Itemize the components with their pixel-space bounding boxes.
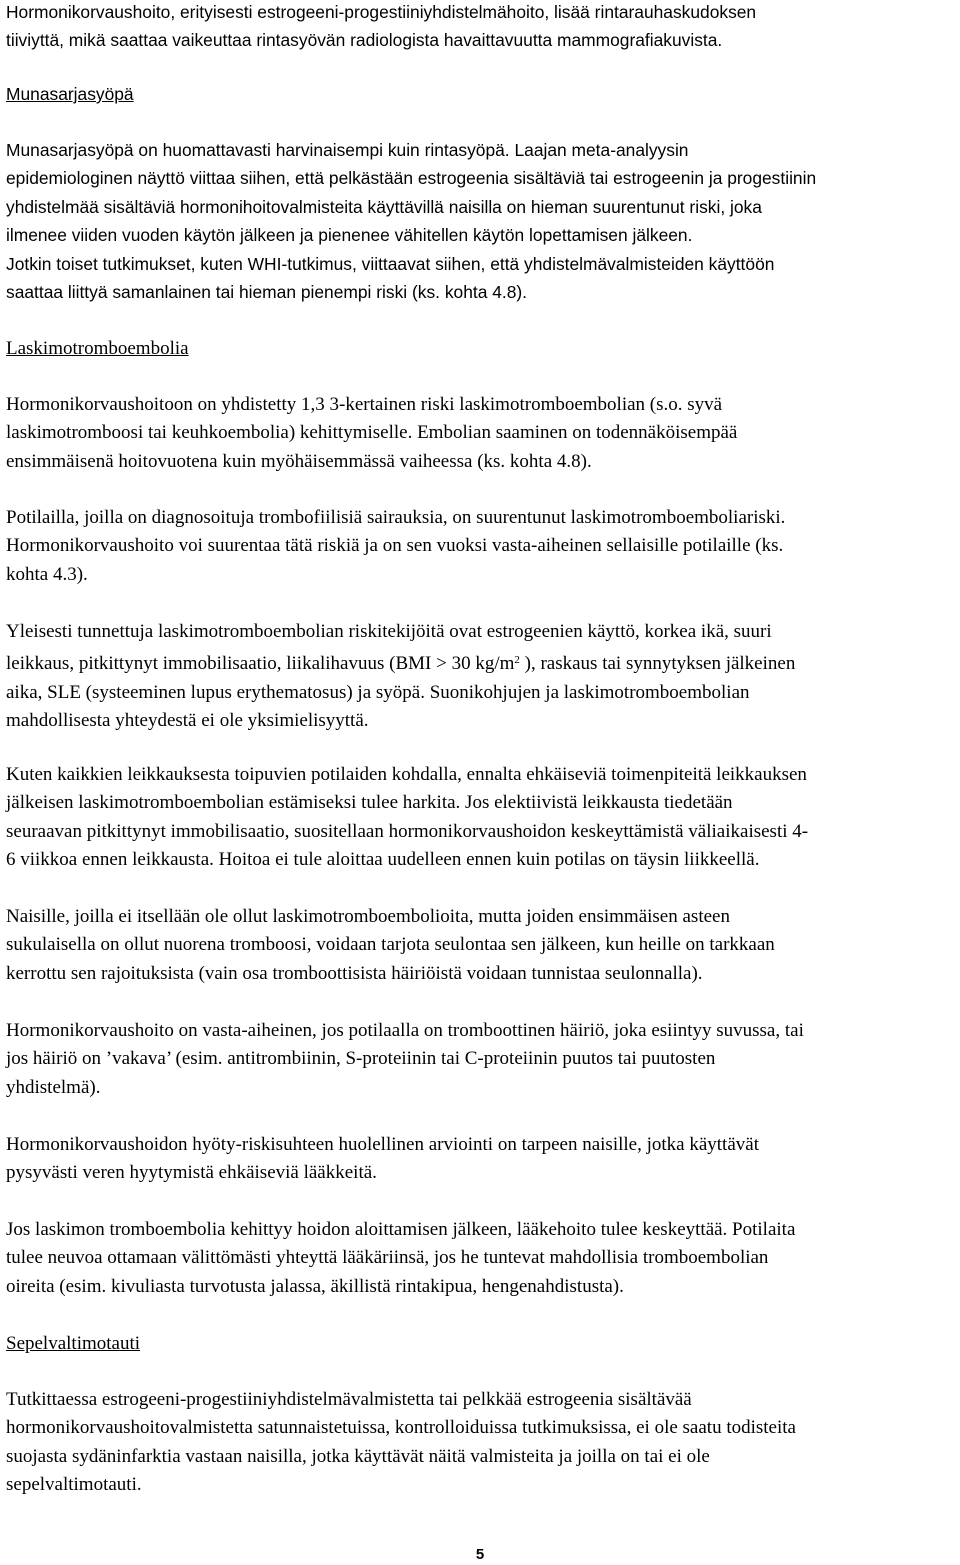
text-line: epidemiologinen näyttö viittaa siihen, että pelkästään estrogeenia sisältäviä tai estrogeenin ja progestiinin [6, 168, 817, 189]
text-line: Hormonikorvaushoitoon on yhdistetty 1,3 3-kertainen riski laskimotromboembolian (s.o. syvä [6, 394, 723, 415]
text-line: suojasta sydäninfarktia vastaan naisilla, jotka käyttävät näitä valmisteita ja joilla on tai ei ole [6, 1445, 710, 1467]
text-line: jos häiriö on ’vakava’ (esim. antitrombiinin, S-proteiinin tai C-proteiinin puutos tai puutosten [6, 1048, 716, 1070]
text-line: Tutkittaessa estrogeeni-progestiiniyhdistelmävalmistetta tai pelkkää estrogeenia sisältävää [6, 1389, 692, 1410]
text-line: Potilailla, joilla on diagnosoituja trombofiilisiä sairauksia, on suurentunut laskimotromboemboliariski. [6, 507, 786, 528]
text-line: Hormonikorvaushoito on vasta-aiheinen, jos potilaalla on tromboottinen häiriö, joka esiintyy suvussa, tai [6, 1020, 804, 1041]
text-line: Hormonikorvaushoito, erityisesti estrogeeni-progestiiniyhdistelmähoito, lisää rintarauhaskudoksen [6, 2, 757, 22]
text-line: aika, SLE (systeeminen lupus erythematosus) ja syöpä. Suonikohjujen ja laskimotromboembolian [6, 681, 750, 703]
section-heading-vte: Laskimotromboembolia [6, 338, 189, 359]
paragraph-anticoagulants [6, 1131, 759, 1188]
text-line: yhdistelmä). [6, 1076, 101, 1098]
paragraph-risk-factors [6, 618, 795, 736]
text-line: mahdollisesta yhteydestä ei ole yksimielisyyttä. [6, 710, 369, 732]
text-line: kohta 4.3). [6, 563, 88, 585]
text-line: oireita (esim. kivuliasta turvotusta jalassa, äkillistä rintakipua, hengenahdistusta). [6, 1275, 624, 1297]
text-line: Jos laskimon tromboembolia kehittyy hoidon aloittamisen jälkeen, lääkehoito tulee keskeyttää. Potilaita [6, 1219, 796, 1240]
text-line: pysyvästi veren hyytymistä ehkäiseviä lääkkeitä. [6, 1162, 377, 1184]
paragraph-surgery [6, 761, 808, 875]
text-line: Yleisesti tunnettuja laskimotromboembolian riskitekijöitä ovat estrogeenien käyttö, korkea ikä, suuri [6, 621, 772, 642]
text-line: ilmenee viiden vuoden käytön jälkeen ja pienenee vähitellen käytön lopettamisen jälkeen. [6, 225, 693, 246]
text-line: saattaa liittyä samanlainen tai hieman pienempi riski (ks. kohta 4.8). [6, 282, 528, 303]
text-line: tulee neuvoa ottamaan välittömästi yhteyttä lääkäriinsä, jos he tuntevat mahdollisia tromboembolian [6, 1247, 769, 1269]
text-line: yhdistelmää sisältäviä hormonihoitovalmisteita käyttävillä naisilla on hieman suurentunut riski, joka [6, 196, 762, 217]
paragraph-breast-density [6, 0, 756, 55]
text-line: sepelvaltimotauti. [6, 1474, 142, 1496]
text-line: jälkeisen laskimotromboembolian estämiseksi tulee harkita. Jos elektiivistä leikkausta tiedetään [6, 792, 733, 814]
text-line [6, 136, 816, 164]
text-segment: Munasarjasyöpä on huomattavasti harvinaisempi kuin rintasyöpä. [6, 140, 510, 160]
paragraph-contraindication [6, 1017, 804, 1102]
text-line: Kuten kaikkien leikkauksesta toipuvien potilaiden kohdalla, ennalta ehkäiseviä toimenpiteitä leikkauksen [6, 764, 807, 785]
paragraph-ovarian-cancer [6, 136, 816, 306]
text-line: ensimmäisenä hoitovuotena kuin myöhäisemmässä vaiheessa (ks. kohta 4.8). [6, 450, 592, 472]
text-segment: Laajan meta-analyysin [509, 140, 689, 160]
text-line: sukulaisella on ollut nuorena tromboosi, voidaan tarjota seulontaa sen jälkeen, kun heille on tarkkaan [6, 934, 775, 956]
text-line [6, 646, 795, 678]
text-line: 6 viikkoa ennen leikkausta. Hoitoa ei tule aloittaa uudelleen ennen kuin potilas on täysin liikkeellä. [6, 849, 760, 871]
text-line: laskimotromboosi tai keuhkoembolia) kehittymiselle. Embolian saaminen on todennäköisempää [6, 422, 738, 444]
paragraph-screening [6, 903, 775, 988]
paragraph-thrombophilia [6, 504, 785, 589]
paragraph-vte-risk [6, 391, 737, 476]
text-line: tiiviyttä, mikä saattaa vaikeuttaa rintasyövän radiologista havaittavuutta mammografiakuvista. [6, 30, 723, 51]
text-line: hormonikorvaushoitovalmistetta satunnaistetuissa, kontrolloiduissa tutkimuksissa, ei ole saatu todisteita [6, 1417, 796, 1439]
text-line: kerrottu sen rajoituksista (vain osa tromboottisista häiriöistä voidaan tunnistaa seulonnalla). [6, 962, 703, 984]
text-line: seuraavan pitkittynyt immobilisaatio, suositellaan hormonikorvaushoidon keskeyttämistä väliaikaisesti 4- [6, 820, 809, 842]
text-segment: leikkaus, pitkittynyt immobilisaatio, liikalihavuus (BMI > 30 kg/m [6, 653, 515, 675]
text-segment: ), raskaus tai synnytyksen jälkeinen [519, 653, 796, 675]
text-line: Naisille, joilla ei itsellään ole ollut laskimotromboembolioita, mutta joiden ensimmäisen asteen [6, 906, 730, 927]
section-heading-coronary-artery-disease: Sepelvaltimotauti [6, 1333, 141, 1354]
text-line: Jotkin toiset tutkimukset, kuten WHI-tutkimus, viittaavat siihen, että yhdistelmävalmisteiden käyttöön [6, 253, 775, 274]
text-line: Hormonikorvaushoito voi suurentaa tätä riskiä ja on sen vuoksi vasta-aiheinen sellaisille potilaille (ks. [6, 535, 784, 557]
paragraph-discontinuation [6, 1216, 795, 1301]
section-heading-ovarian-cancer: Munasarjasyöpä [6, 84, 134, 104]
superscript: 2 [514, 654, 520, 667]
paragraph-coronary-artery-disease [6, 1386, 796, 1500]
page-number: 5 [475, 1546, 485, 1563]
text-line: Hormonikorvaushoidon hyöty-riskisuhteen huolellinen arviointi on tarpeen naisille, jotka käyttävät [6, 1134, 759, 1155]
